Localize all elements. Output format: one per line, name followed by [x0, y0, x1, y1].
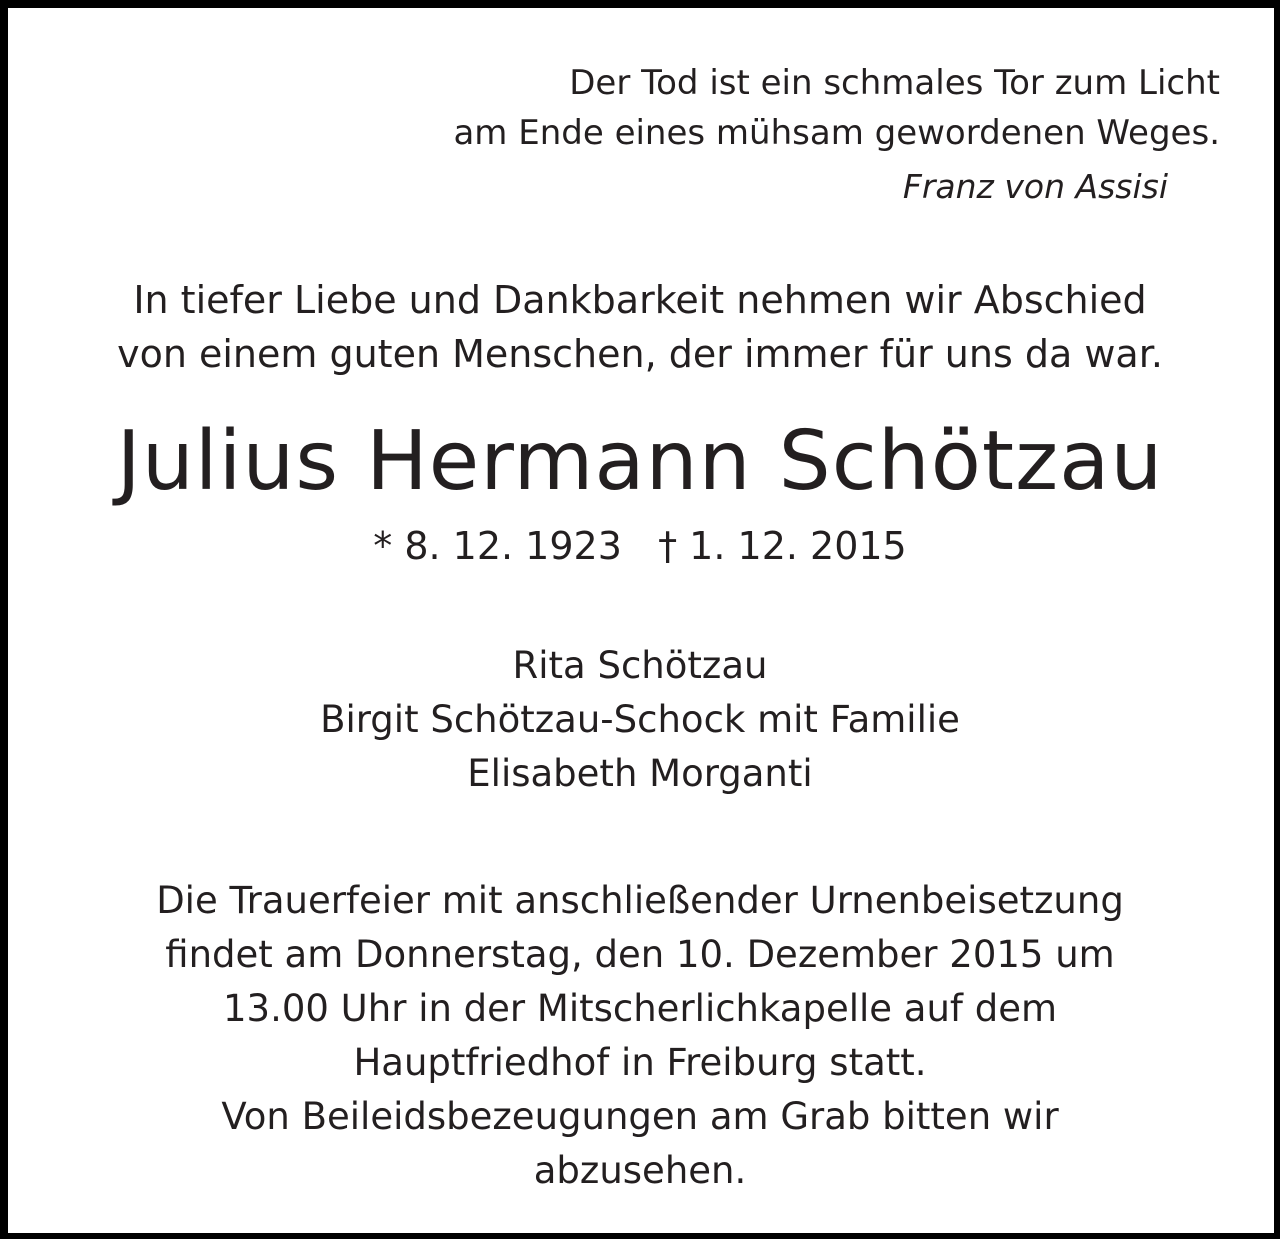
mourner-name: Elisabeth Morganti — [467, 752, 813, 795]
notice-line: findet am Donnerstag, den 10. Dezember 2015 um — [165, 933, 1115, 976]
mourner-name: Birgit Schötzau-Schock mit Familie — [320, 698, 960, 741]
intro-line: von einem guten Menschen, der immer für uns da war. — [117, 332, 1163, 376]
notice-line: Die Trauerfeier mit anschließender Urnenbeisetzung — [156, 879, 1124, 922]
quote-author: Franz von Assisi — [902, 167, 1168, 206]
quote-line: Der Tod ist ein schmales Tor zum Licht — [569, 63, 1220, 103]
notice-line: Hauptfriedhof in Freiburg statt. — [353, 1041, 927, 1084]
life-dates: * 8. 12. 1923 † 1. 12. 2015 — [373, 524, 907, 568]
deceased-name: Julius Hermann Schötzau — [116, 414, 1164, 509]
notice-line: abzusehen. — [533, 1149, 747, 1192]
quote-line: am Ende eines mühsam gewordenen Weges. — [453, 113, 1220, 153]
intro-line: In tiefer Liebe und Dankbarkeit nehmen wir Abschied — [133, 278, 1147, 322]
mourner-name: Rita Schötzau — [512, 644, 768, 687]
notice-line: 13.00 Uhr in der Mitscherlichkapelle auf dem — [223, 987, 1057, 1030]
notice-line: Von Beileidsbezeugungen am Grab bitten wir — [221, 1095, 1059, 1138]
